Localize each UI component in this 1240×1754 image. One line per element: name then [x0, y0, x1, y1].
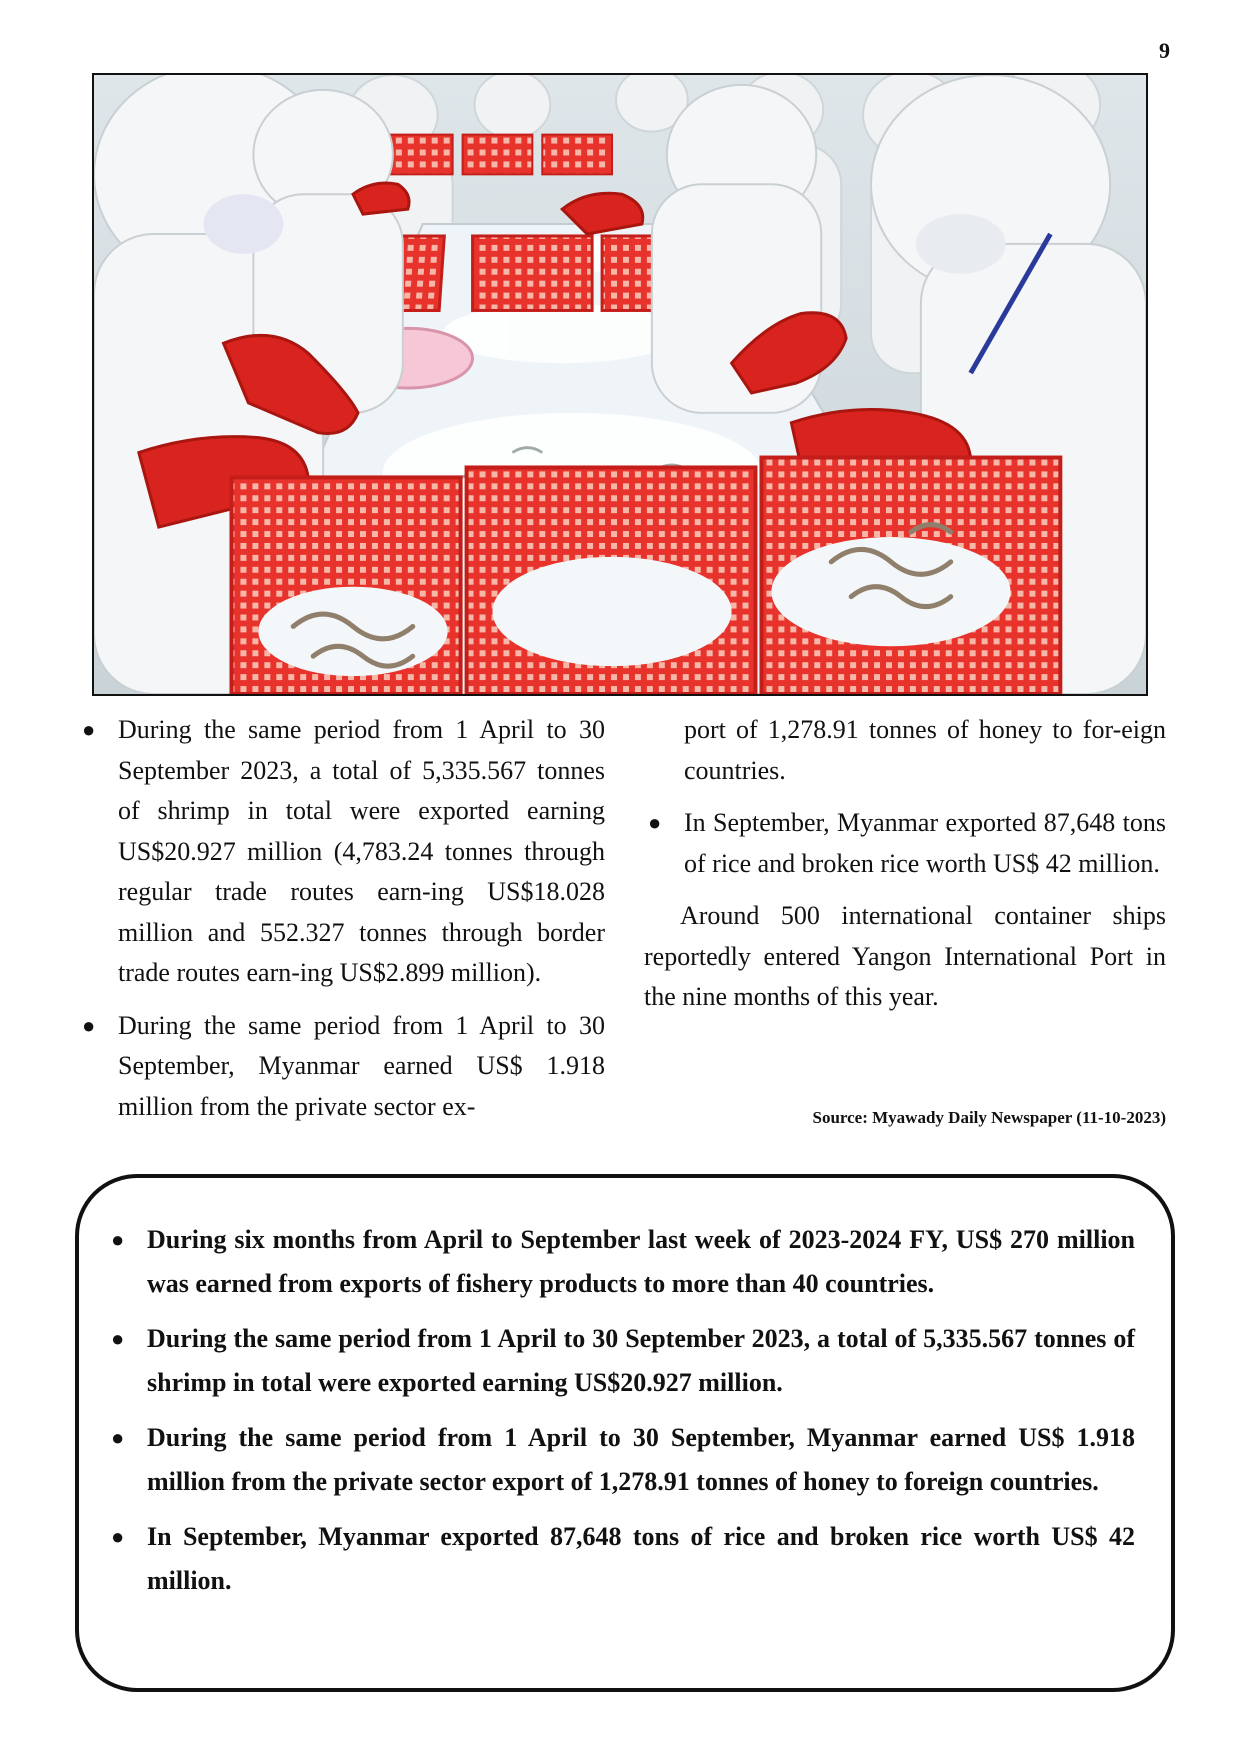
- list-item: [78, 1006, 605, 1128]
- bullet-text: During the same period from 1 April to 30 September 2023, a total of 5,335.567 tonnes of shrimp in total were exported earning US$20.927 million (4,783.24 tonnes through regular trade routes earn-ing US$18.028 million and 552.327 tonnes through border trade routes earn-ing US$2.899 million).: [118, 715, 605, 987]
- left-column: [78, 710, 605, 1139]
- summary-text: During the same period from 1 April to 30 September, Myanmar earned US$ 1.918 million from the private sector export of 1,278.91 tonnes of honey to foreign countries.: [147, 1423, 1135, 1496]
- summary-item: [107, 1218, 1135, 1305]
- summary-text: During the same period from 1 April to 30 September 2023, a total of 5,335.567 tonnes of shrimp in total were exported earning US$20.927 million.: [147, 1324, 1135, 1397]
- bullet-icon: ●: [82, 1012, 96, 1038]
- right-column: [644, 710, 1166, 1030]
- continued-text: port of 1,278.91 tonnes of honey to for-eign countries.: [684, 715, 1166, 785]
- bullet-icon: ●: [111, 1227, 125, 1252]
- bullet-text: In September, Myanmar exported 87,648 tons of rice and broken rice worth US$ 42 million.: [684, 808, 1166, 878]
- list-item: [78, 710, 605, 994]
- bullet-icon: ●: [82, 717, 96, 742]
- summary-item: [107, 1416, 1135, 1503]
- summary-item: [107, 1515, 1135, 1602]
- bullet-icon: ●: [111, 1524, 125, 1549]
- page-number: 9: [1159, 38, 1170, 63]
- summary-list: [107, 1218, 1135, 1602]
- bullet-text: During the same period from 1 April to 30 September, Myanmar earned US$ 1.918 million from the private sector ex-: [118, 1010, 605, 1121]
- summary-text: In September, Myanmar exported 87,648 tons of rice and broken rice worth US$ 42 million.: [147, 1522, 1135, 1595]
- source-citation: Source: Myawady Daily Newspaper (11-10-2023): [812, 1108, 1166, 1127]
- body-paragraph: Around 500 international container ships reportedly entered Yangon International Port in the nine months of this year.: [644, 901, 1166, 1011]
- shrimp-processing-photo: [92, 73, 1148, 696]
- bullet-icon: ●: [111, 1326, 125, 1351]
- summary-box: [75, 1174, 1175, 1692]
- right-bullet-list: [644, 803, 1166, 884]
- bullet-icon: ●: [111, 1425, 125, 1450]
- summary-text: During six months from April to September last week of 2023-2024 FY, US$ 270 million was earned from exports of fishery products to more than 40 countries.: [147, 1225, 1135, 1298]
- list-item: [644, 803, 1166, 884]
- summary-item: [107, 1317, 1135, 1404]
- left-bullet-list: [78, 710, 605, 1127]
- photo-illustration: [94, 75, 1146, 694]
- bullet-icon: ●: [648, 810, 662, 835]
